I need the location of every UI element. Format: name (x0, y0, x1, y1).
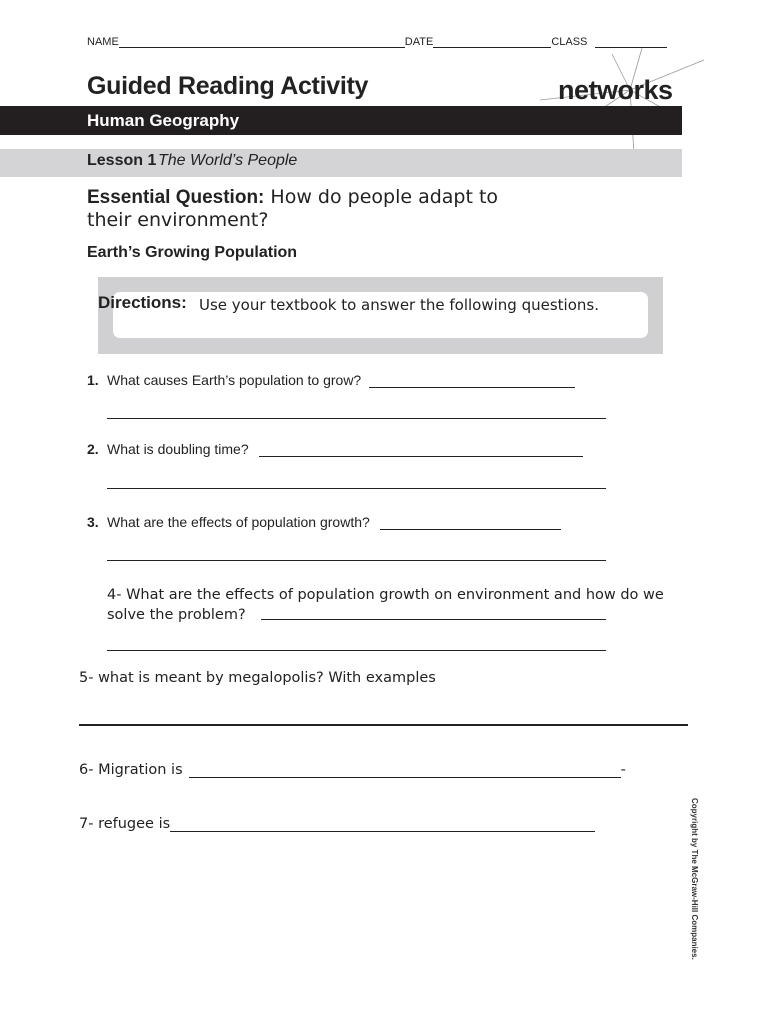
question-text: 6- Migration is (79, 762, 183, 778)
section-title: Human Geography (87, 111, 240, 130)
name-field[interactable] (119, 37, 405, 48)
answer-line[interactable] (79, 724, 688, 726)
question-number: 1. (87, 372, 99, 388)
question-5: 5- what is meant by megalopolis? With examples (79, 670, 436, 686)
answer-line[interactable] (170, 819, 595, 832)
question-3 (87, 514, 561, 530)
lesson-bar (0, 149, 682, 177)
date-label: DATE (404, 36, 434, 48)
answer-line[interactable] (259, 444, 583, 457)
lesson-title: The World’s People (158, 152, 298, 169)
date-field[interactable] (433, 37, 551, 48)
lesson-label: Lesson 1 (87, 152, 157, 169)
essential-question (87, 186, 527, 231)
question-text: 7- refugee is (79, 816, 171, 832)
answer-line[interactable] (107, 560, 606, 561)
subheading: Earth’s Growing Population (87, 244, 298, 261)
answer-line[interactable] (380, 517, 561, 530)
directions-text: Use your textbook to answer the following questions. (199, 296, 599, 314)
question-2 (87, 441, 583, 457)
networks-logo: networks (558, 75, 673, 105)
section-bar (0, 106, 682, 135)
question-suffix: - (620, 762, 626, 778)
question-text: What is doubling time? (107, 441, 249, 457)
question-4: 4- What are the effects of population growth on environment and how do we solve the problem? (107, 587, 664, 623)
essential-question-text: How do people adapt to their environment? (87, 186, 499, 231)
directions-label: Directions: (98, 293, 187, 312)
question-7 (79, 816, 595, 832)
essential-question-label: Essential Question: (87, 187, 265, 208)
answer-line[interactable] (107, 418, 606, 419)
answer-line[interactable] (189, 765, 621, 778)
question-1 (87, 372, 575, 388)
question-number: 2. (87, 441, 99, 457)
page-title: Guided Reading Activity (87, 72, 369, 100)
question-6 (79, 762, 626, 778)
class-field[interactable] (595, 37, 667, 48)
answer-line[interactable] (369, 375, 575, 388)
header-fields (87, 36, 667, 48)
answer-line[interactable] (261, 619, 606, 620)
copyright-note: Copyright by The McGraw-Hill Companies. (690, 798, 699, 960)
class-label: CLASS (551, 36, 588, 48)
answer-line[interactable] (107, 488, 606, 489)
name-label: NAME (87, 36, 119, 48)
question-text: What causes Earth’s population to grow? (107, 372, 362, 388)
directions-box (98, 277, 663, 354)
question-number: 3. (87, 514, 99, 530)
question-text: What are the effects of population growth? (107, 514, 370, 530)
answer-line[interactable] (107, 650, 606, 651)
